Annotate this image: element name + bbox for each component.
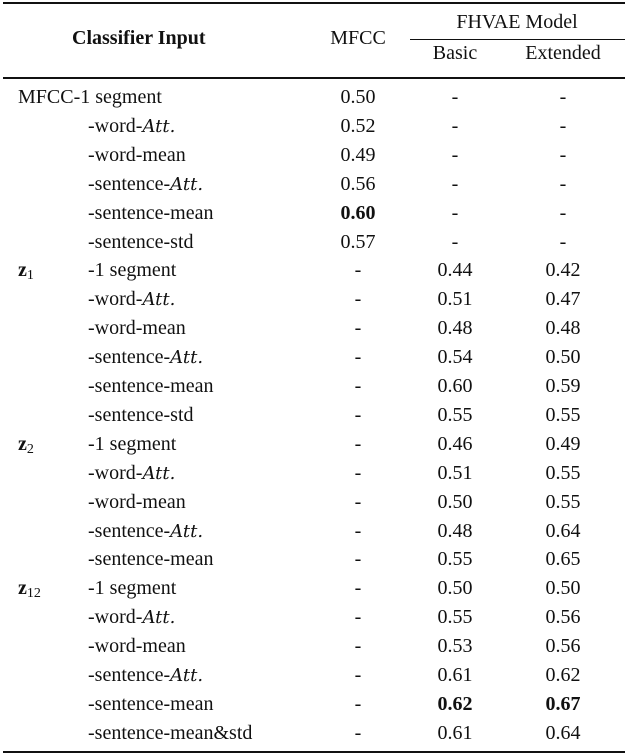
row-label-italic: Att.: [170, 665, 204, 686]
row-label-italic: Att.: [142, 462, 176, 484]
basic-cell: -: [451, 172, 459, 195]
row-label: -sentence-mean&std: [88, 721, 253, 744]
row-label: -sentence-Att.: [88, 519, 204, 542]
extended-cell: 0.55: [545, 461, 581, 484]
table-row: [0, 690, 628, 718]
extended-cell: -: [559, 143, 567, 166]
extended-cell: 0.64: [545, 721, 581, 744]
basic-cell: 0.44: [437, 259, 473, 282]
table-row: [0, 632, 628, 660]
header-fhvae-model: FHVAE Model: [456, 11, 578, 33]
basic-cell: 0.55: [437, 403, 473, 426]
mfcc-cell: -: [354, 548, 362, 571]
row-label: -sentence-mean: [88, 548, 214, 571]
table-row: [0, 661, 628, 689]
bottom-rule: [3, 751, 625, 753]
basic-cell: 0.60: [437, 375, 473, 397]
extended-cell: 0.48: [545, 317, 581, 340]
header-classifier-input: Classifier Input: [72, 27, 206, 49]
basic-cell: 0.55: [437, 606, 473, 629]
basic-cell: -: [451, 114, 459, 137]
row-label-italic: Att.: [142, 289, 176, 311]
mfcc-cell: -: [354, 288, 362, 311]
mfcc-cell: -: [354, 461, 362, 484]
row-label: -sentence-mean: [88, 375, 214, 397]
basic-cell: 0.46: [437, 432, 473, 455]
row-label: -1 segment: [88, 432, 177, 455]
table-row: [0, 517, 628, 545]
row-label: -sentence-std: [88, 403, 194, 426]
basic-cell: 0.55: [437, 548, 473, 571]
row-label: -word-Att.: [88, 461, 176, 484]
row-label-italic: Att.: [142, 607, 176, 629]
table-row: [0, 228, 628, 256]
row-label: -word-Att.: [88, 288, 176, 311]
mid-rule: [3, 77, 625, 79]
table-row: [0, 285, 628, 313]
row-label: -1 segment: [88, 259, 177, 282]
mfcc-cell: 0.49: [340, 143, 376, 166]
basic-cell: 0.50: [437, 490, 473, 513]
extended-cell: 0.50: [545, 577, 581, 600]
row-label: -sentence-Att.: [88, 172, 204, 195]
mfcc-cell: -: [354, 692, 362, 715]
group-label: $z_2$: [18, 432, 34, 457]
table-row: [0, 401, 628, 429]
table-row: [0, 343, 628, 371]
row-label: -word-mean: [88, 317, 186, 340]
table-row: [0, 256, 628, 284]
extended-cell: -: [559, 86, 567, 108]
basic-cell: 0.61: [437, 721, 473, 744]
extended-cell: 0.55: [545, 490, 581, 513]
basic-cell: 0.61: [437, 664, 473, 686]
extended-cell: 0.64: [545, 519, 581, 542]
basic-cell: -: [451, 86, 459, 108]
row-label: -word-mean: [88, 635, 186, 658]
row-label: -word-mean: [88, 490, 186, 513]
group-subscript: 12: [26, 586, 41, 602]
mfcc-cell: -: [354, 606, 362, 629]
table-row: [0, 603, 628, 631]
table-row: [0, 199, 628, 227]
mfcc-cell: -: [354, 577, 362, 600]
row-label: -word-mean: [88, 143, 186, 166]
mfcc-cell: 0.56: [340, 172, 376, 195]
row-label: -sentence-mean: [88, 201, 214, 224]
table-row: [0, 372, 628, 400]
table-row: [0, 488, 628, 516]
top-rule: [3, 2, 625, 4]
row-label-italic: Att.: [170, 520, 204, 542]
row-label: -1 segment: [88, 577, 177, 600]
row-label: MFCC-1 segment: [18, 86, 162, 108]
mfcc-cell: -: [354, 432, 362, 455]
table-row: [0, 430, 628, 458]
extended-cell: 0.56: [545, 606, 581, 629]
extended-cell: 0.47: [545, 288, 581, 311]
row-label: -sentence-std: [88, 230, 194, 253]
extended-cell: -: [559, 172, 567, 195]
extended-cell: 0.62: [545, 664, 581, 686]
row-label: -word-Att.: [88, 114, 176, 137]
extended-cell: -: [559, 114, 567, 137]
extended-cell: 0.55: [545, 403, 581, 426]
table-row: [0, 574, 628, 602]
extended-cell: 0.42: [545, 259, 581, 282]
mfcc-cell: -: [354, 721, 362, 744]
table-row: [0, 719, 628, 747]
basic-cell: 0.48: [437, 317, 473, 340]
header-cmidrule: [410, 39, 625, 40]
row-label: -word-Att.: [88, 606, 176, 629]
mfcc-cell: -: [354, 375, 362, 397]
basic-cell: -: [451, 143, 459, 166]
table-row: [0, 141, 628, 169]
basic-cell: -: [451, 201, 459, 224]
basic-cell: 0.62: [437, 692, 473, 715]
table-row: [0, 459, 628, 487]
row-label: -sentence-Att.: [88, 346, 204, 369]
basic-cell: -: [451, 230, 459, 253]
extended-cell: 0.56: [545, 635, 581, 658]
mfcc-cell: 0.60: [340, 201, 376, 224]
group-label: $z_{12}$: [18, 577, 41, 602]
table-row: [0, 83, 628, 111]
mfcc-cell: 0.52: [340, 114, 376, 137]
header-mfcc: MFCC: [330, 27, 386, 49]
basic-cell: 0.53: [437, 635, 473, 658]
group-subscript: 1: [26, 268, 34, 284]
row-label: -sentence-Att.: [88, 664, 204, 686]
header-basic: Basic: [432, 42, 478, 64]
extended-cell: 0.67: [545, 692, 581, 715]
basic-cell: 0.48: [437, 519, 473, 542]
basic-cell: 0.50: [437, 577, 473, 600]
mfcc-cell: 0.57: [340, 230, 376, 253]
table-row: [0, 545, 628, 573]
mfcc-cell: -: [354, 490, 362, 513]
table-row: [0, 112, 628, 140]
table-row: [0, 170, 628, 198]
extended-cell: 0.49: [545, 432, 581, 455]
mfcc-cell: -: [354, 635, 362, 658]
mfcc-cell: -: [354, 664, 362, 686]
extended-cell: 0.59: [545, 375, 581, 397]
basic-cell: 0.54: [437, 346, 473, 369]
mfcc-cell: -: [354, 519, 362, 542]
row-label-italic: Att.: [170, 347, 204, 369]
mfcc-cell: -: [354, 317, 362, 340]
table-row: [0, 314, 628, 342]
row-label: -sentence-mean: [88, 692, 214, 715]
row-label-italic: Att.: [142, 115, 176, 137]
basic-cell: 0.51: [437, 461, 473, 484]
extended-cell: -: [559, 230, 567, 253]
group-subscript: 2: [26, 441, 34, 457]
extended-cell: -: [559, 201, 567, 224]
extended-cell: 0.50: [545, 346, 581, 369]
group-label: $z_1$: [18, 259, 34, 284]
mfcc-cell: -: [354, 403, 362, 426]
mfcc-cell: 0.50: [340, 86, 376, 108]
mfcc-cell: -: [354, 259, 362, 282]
basic-cell: 0.51: [437, 288, 473, 311]
mfcc-cell: -: [354, 346, 362, 369]
row-label-italic: Att.: [170, 173, 204, 195]
extended-cell: 0.65: [545, 548, 581, 571]
header-extended: Extended: [525, 42, 601, 64]
